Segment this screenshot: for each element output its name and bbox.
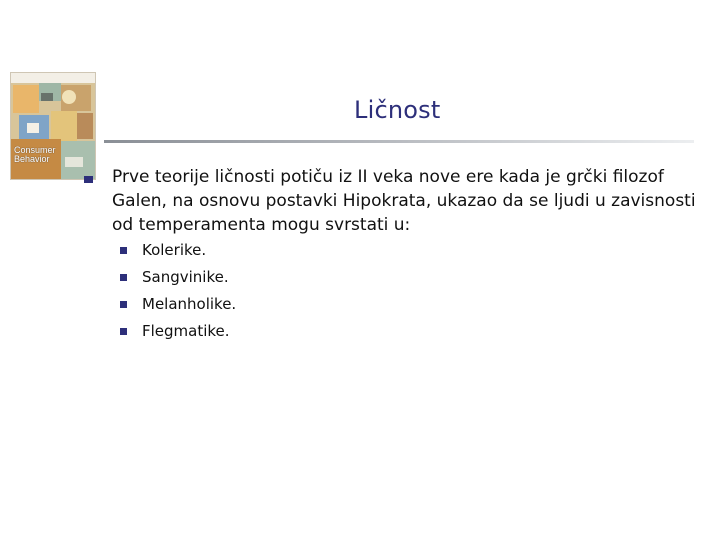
square-bullet-icon xyxy=(120,247,127,254)
square-bullet-icon xyxy=(120,274,127,281)
main-paragraph: Prve teorije ličnosti potiču iz II veka nove ere kada je grčki filozof Galen, na osnovu postavki Hipokrata, ukazao da se ljudi u zavisnosti od temperamenta mogu svrstati u: xyxy=(112,167,696,235)
book-cover-title-line1: Consumer xyxy=(14,145,56,155)
book-cover-image xyxy=(10,72,96,180)
book-cover-title xyxy=(14,146,56,164)
list-item-label: Kolerike. xyxy=(142,241,207,259)
book-cover-title-line2: Behavior xyxy=(14,154,50,164)
square-bullet-icon xyxy=(120,328,127,335)
square-bullet-icon xyxy=(120,301,127,308)
book-cover-header xyxy=(11,73,95,83)
title-divider xyxy=(104,140,694,143)
list-item-label: Sangvinike. xyxy=(142,268,229,286)
list-item-label: Melanholike. xyxy=(142,295,237,313)
main-bullet-icon xyxy=(84,176,93,183)
slide-title: Ličnost xyxy=(354,96,441,124)
list-item-label: Flegmatike. xyxy=(142,322,230,340)
